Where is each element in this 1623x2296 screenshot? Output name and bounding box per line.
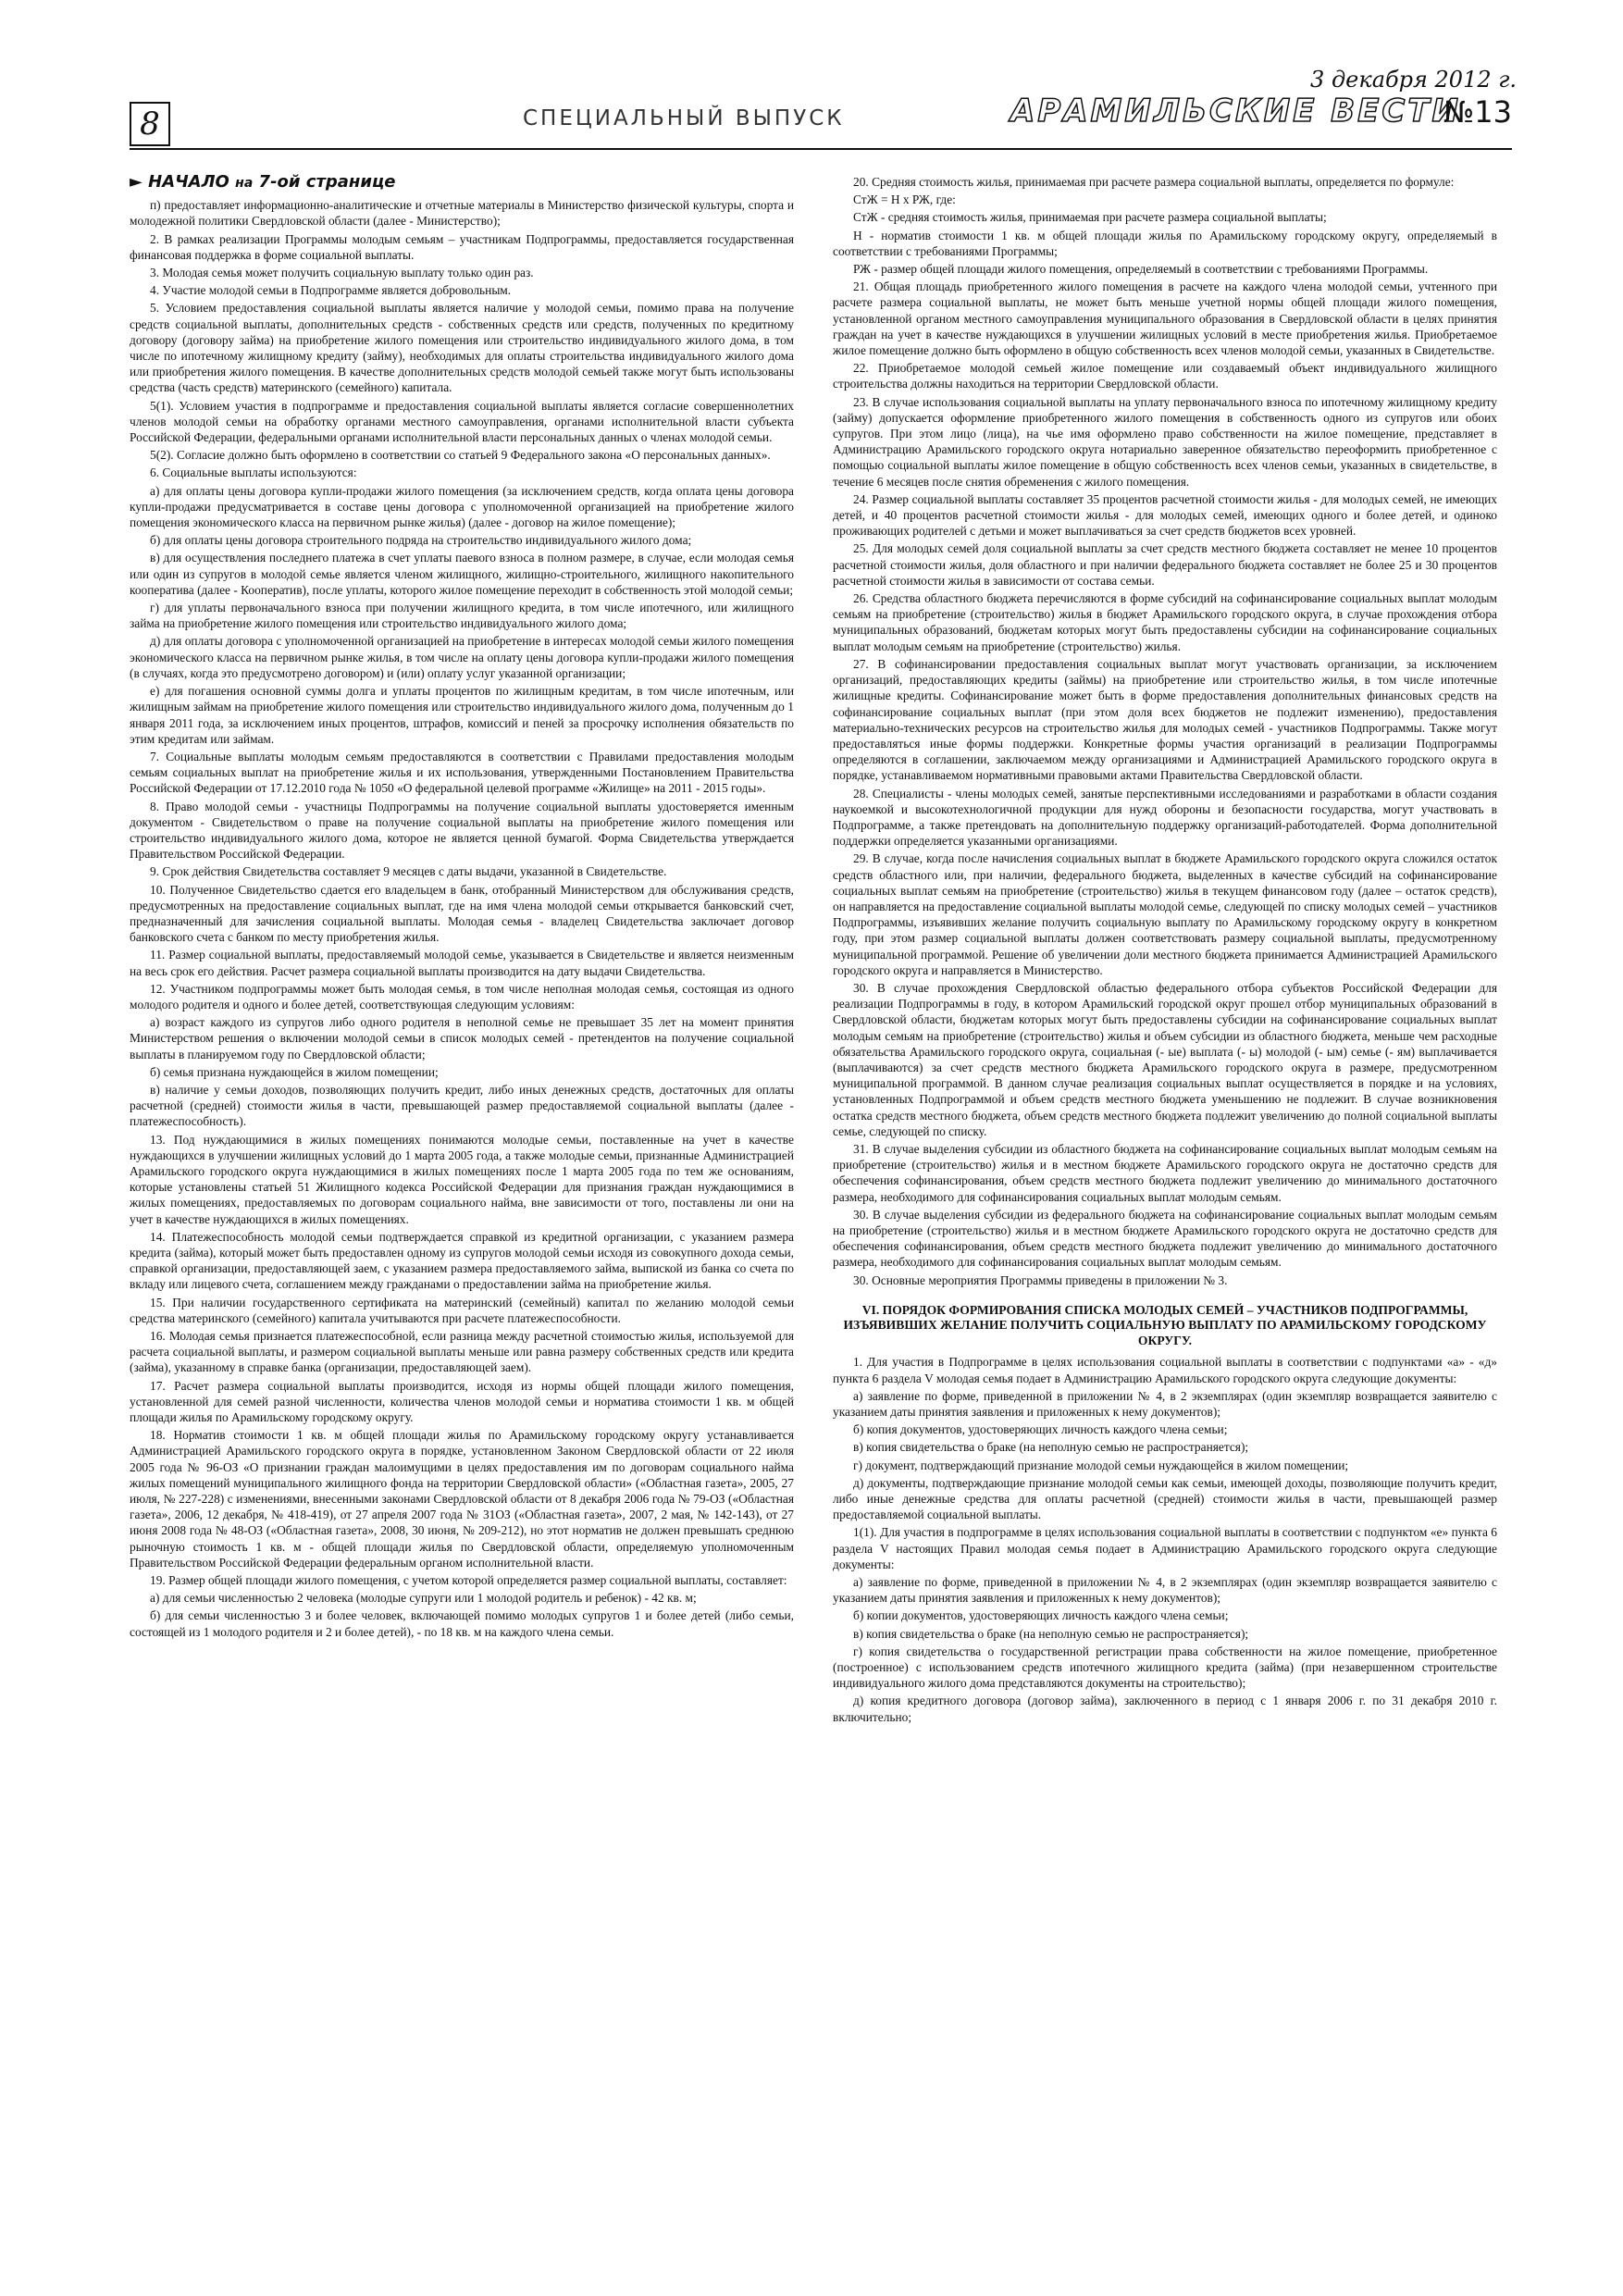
section-paragraphs bbox=[833, 1354, 1497, 1724]
paragraph: 27. В софинансировании предоставления социальных выплат могут участвовать организации, за исключением организаций, предоставляющих кредиты (займы) на приобретение или строительство жилья, в том числе ипотечные жилищные кредиты. Софинансирование может быть в форме предоставления дополнительных финансовых средств на софинансирование социальных выплат (при этом доля всех бюджетов не подлежит изменению), предоставления материально-технических ресурсов на строительство жилья для молодых семей - участников Подпрограммы. Также могут предоставляться иные формы поддержки. Конкретные формы участия организаций в реализации Подпрограммы определяются в соглашении, заключаемом между организациями и Администрацией Арамильского городского округа в порядке, устанавливаемом нормативными правовыми актами Правительства Свердловской области. bbox=[833, 656, 1497, 783]
paragraph: 30. В случае выделения субсидии из федерального бюджета на софинансирование социальных выплат молодым семьям на приобретение (строительство) жилья и в местном бюджете Арамильского городского округа не достаточно средств для обеспечения софинансирования, объем средств местного бюджета подлежит увеличению до минимального достаточного размера, необходимого для софинансирования социальных выплат молодым семьям. bbox=[833, 1207, 1497, 1270]
paragraph: д) для оплаты договора с уполномоченной организацией на приобретение в интересах молодой семьи жилого помещения экономического класса на первичном рынке жилья, в том числе на оплату цены договора купли-продажи жилого помещения (в случаях, когда это предусмотрено договором) и (или) оплату услуг указанной организации; bbox=[130, 634, 794, 680]
newspaper-masthead: АРАМИЛЬСКИЕ ВЕСТИ bbox=[1010, 93, 1461, 130]
paragraph: 30. Основные мероприятия Программы приведены в приложении № 3. bbox=[853, 1272, 1228, 1287]
paragraph: г) документ, подтверждающий признание молодой семьи нуждающейся в жилом помещении; bbox=[853, 1458, 1349, 1472]
paragraph: в) наличие у семьи доходов, позволяющих получить кредит, либо иных денежных средств, достаточных для оплаты расчетной (средней) стоимости жилья в части, превышающей размер предоставляемой социальной выплаты (далее - платежеспособность). bbox=[130, 1082, 794, 1129]
paragraph: д) копия кредитного договора (договор займа), заключенного в период с 1 января 2006 г. по 31 декабря 2010 г. включительно; bbox=[833, 1694, 1497, 1724]
continuation-on: на bbox=[235, 176, 254, 191]
paragraph: а) заявление по форме, приведенной в приложении № 4, в 2 экземплярах (один экземпляр возвращается заявителю с указанием даты принятия заявления и приложенных к нему документов); bbox=[833, 1574, 1497, 1606]
paragraph: 31. В случае выделения субсидии из областного бюджета на софинансирование социальных выплат молодым семьям на приобретение (строительство) жилья и в местном бюджете Арамильского городского округа не достаточно средств для обеспечения софинансирования, объем средств местного бюджета подлежит увеличению до минимального достаточного размера, необходимого для софинансирования социальных выплат молодым семьям. bbox=[833, 1141, 1497, 1204]
paragraph: п) предоставляет информационно-аналитические и отчетные материалы в Министерство физической культуры, спорта и молодежной политики Свердловской области (далее - Министерство); bbox=[130, 198, 794, 229]
paragraph: 4. Участие молодой семьи в Подпрограмме является добровольным. bbox=[150, 283, 512, 298]
continuation-lead: НАЧАЛО bbox=[148, 172, 229, 192]
paragraph: 3. Молодая семья может получить социальную выплату только один раз. bbox=[150, 266, 534, 280]
paragraph: е) для погашения основной суммы долга и уплаты процентов по жилищным кредитам, в том числе ипотечным, или жилищным займам на приобретение жилого помещения или строительство индивидуального жилого дома, полученным до 1 января 2011 года, за исключением иных процентов, штрафов, комиссий и пеней за просрочку исполнения обязательств по этим кредитам или займам. bbox=[130, 684, 794, 746]
paragraph: 18. Норматив стоимости 1 кв. м общей площади жилья по Арамильскому городскому округу устанавливается Администрацией Арамильского городского округа в порядке, установленном Законом Свердловской области от 22 июля 2005 года № 96-ОЗ «О признании граждан малоимущими в целях предоставления им по договорам социального найма жилых помещений муниципального жилищного фонда на территории Свердловской области» («Областная газета», 2005, 27 июля, № 227-228) с изменениями, внесенными законами Свердловской области от 8 декабря 2006 года № 79-ОЗ («Областная газета», 2006, 12 декабря, № 418-419), от 27 апреля 2007 года № 31ОЗ («Областная газета», 2007, 2 мая, № 142-143), от 27 июня 2008 года № 48-ОЗ («Областная газета», 2008, 30 июня, № 209-212), но этот норматив не должен превышать среднюю рыночную стоимость 1 кв. м - общей площади жилья по Свердловской области, определяемую уполномоченным Правительством Российской Федерации федеральным органом исполнительной власти. bbox=[130, 1428, 794, 1570]
left-column bbox=[130, 174, 794, 1642]
paragraph: 29. В случае, когда после начисления социальных выплат в бюджете Арамильского городского округа сложился остаток средств областного или, при наличии, федерального бюджета, выделенных в качестве субсидий на софинансирование социальных выплат семьям на приобретение (строительство) жилья в текущем финансовом году (далее – остаток средств), он направляется на предоставление социальной выплаты молодой семье, следующей по списку молодых семей – участников Подпрограммы, изъявивших желание получить социальную выплату по Арамильскому городскому округу в конкретном году, при этом размер социальной выплаты должен соответствовать размеру социальной выплаты, предусмотренному муниципальной программой. Решение об увеличении доли местного бюджета принимается Администрацией Арамильского городского округа и направляется в Министерство. bbox=[833, 851, 1497, 977]
paragraph: СтЖ = Н х РЖ, где: bbox=[853, 192, 956, 207]
paragraph: г) для уплаты первоначального взноса при получении жилищного кредита, в том числе ипотечного, или жилищного займа на приобретение жилого помещения или строительство индивидуального жилого дома; bbox=[130, 601, 794, 631]
issue-date: 3 декабря 2012 г. bbox=[1310, 67, 1517, 93]
paragraph: РЖ - размер общей площади жилого помещения, определяемый в соответствии с требованиями Программы. bbox=[853, 262, 1429, 277]
paragraph: 5. Условием предоставления социальной выплаты является наличие у молодой семьи, помимо права на получение средств социальной выплаты, дополнительных средств - собственных средств или средств, полученных по кредитному договору (договору займа) на приобретение жилого помещения или строительство индивидуального жилого дома, в том числе по ипотечному жилищному кредиту (займу), необходимых для оплаты строительства индивидуального жилого дома или приобретения жилого помещения. В качестве дополнительных средств молодой семьей также могут быть использованы средства (часть средств) материнского (семейного) капитала. bbox=[130, 301, 794, 395]
paragraph: а) заявление по форме, приведенной в приложении № 4, в 2 экземплярах (один экземпляр возвращается заявителю с указанием даты принятия заявления и приложенных к нему документов); bbox=[833, 1388, 1497, 1419]
paragraph: 11. Размер социальной выплаты, предоставляемый молодой семье, указывается в Свидетельстве и является неизменным на весь срок его действия. Расчет размера социальной выплаты производится на дату выдачи Свидетельства. bbox=[130, 948, 794, 978]
paragraph: а) для семьи численностью 2 человека (молодые супруги или 1 молодой родитель и ребенок) - 42 кв. м; bbox=[150, 1591, 697, 1606]
paragraph: 17. Расчет размера социальной выплаты производится, исходя из нормы общей площади жилого помещения, установленной для семей разной численности, количества членов молодой семьи и норматива стоимости 1 кв. м общей площади жилья по Арамильскому городскому округу. bbox=[130, 1378, 794, 1425]
paragraph: б) для семьи численностью 3 и более человек, включающей помимо молодых супругов 1 и более детей (либо семьи, состоящей из 1 молодого родителя и 2 и более детей), - по 18 кв. м на каждого члена семьи. bbox=[130, 1608, 794, 1639]
paragraph: СтЖ - средняя стоимость жилья, принимаемая при расчете размера социальной выплаты; bbox=[853, 210, 1327, 225]
right-column-paragraphs bbox=[833, 174, 1497, 1288]
paragraph: 2. В рамках реализации Программы молодым семьям – участникам Подпрограммы, предоставляется государственная финансовая поддержка в форме социальной выплаты. bbox=[130, 231, 794, 262]
paragraph: в) копия свидетельства о браке (на неполную семью не распространяется); bbox=[853, 1626, 1249, 1641]
paragraph: в) для осуществления последнего платежа в счет уплаты паевого взноса в полном размере, в случае, если молодая семья или один из супругов в молодой семье является членом жилищного, жилищно-строительного, жилищного накопительного кооператива (далее - Кооператив), после уплаты, которого жилое помещение переходит в собственность этой молодой семьи; bbox=[130, 551, 794, 597]
paragraph: 5(1). Условием участия в подпрограмме и предоставления социальной выплаты является согласие совершеннолетних членов молодой семьи на обработку органами местного самоуправления, органами исполнительной власти субъекта Российской Федерации, федеральными органами исполнительной власти персональных данных о членах молодой семьи. bbox=[130, 398, 794, 445]
page-number: 8 bbox=[130, 102, 170, 146]
paragraph: д) документы, подтверждающие признание молодой семьи как семьи, имеющей доходы, позволяющие получить кредит, либо иные денежные средства для оплаты расчетной (средней) стоимости жилья в части, превышающей размер предоставляемой социальной выплаты. bbox=[833, 1475, 1497, 1522]
paragraph: 5(2). Согласие должно быть оформлено в соответствии со статьей 9 Федерального закона «О персональных данных». bbox=[150, 448, 771, 463]
paragraph: 8. Право молодой семьи - участницы Подпрограммы на получение социальной выплаты удостоверяется именным документом - Свидетельством о праве на получение социальной выплаты на приобретение жилого помещения или строительство индивидуального жилого дома, которое не является ценной бумагой. Форма Свидетельства утверждается Правительством Российской Федерации. bbox=[130, 799, 794, 862]
right-column bbox=[833, 174, 1497, 1727]
paragraph: 25. Для молодых семей доля социальной выплаты за счет средств местного бюджета составляет не менее 10 процентов расчетной стоимости жилья, доля областного и при наличии федерального бюджета составляет не более 25 и 30 процентов расчетной стоимости жилья в зависимости от состава семьи. bbox=[833, 541, 1497, 588]
paragraph: 9. Срок действия Свидетельства составляет 9 месяцев с даты выдачи, указанной в Свидетельстве. bbox=[150, 864, 667, 879]
paragraph: 26. Средства областного бюджета перечисляются в форме субсидий на софинансирование социальных выплат молодым семьям на приобретение (строительство) жилья в бюджет Арамильского городского округа, в случае прохождения отбора муниципальных образований, бюджетам которых могут быть предоставлены субсидии на софинансирование социальных выплат молодым семьям на приобретение (строительство) жилья. bbox=[833, 591, 1497, 653]
paragraph: 30. В случае прохождения Свердловской областью федерального отбора субъектов Российской Федерации для реализации Подпрограммы в году, в котором Арамильский городской округ прошел отбор муниципальных образований в Свердловской области, бюджетам которых могут быть предоставлены субсидии на софинансирование социальных выплат молодым семьям на приобретение (строительство) жилья и объем субсидии из областного бюджета, меньше чем расходные обязательства Арамильского городского округа, социальная (- ые) выплата (- ы) молодой (- ым) семье (- ям) выплачивается (выплачиваются) за счет средств местного бюджета Арамильского городского округа в размере, предусмотренном муниципальной программой. В данном случае реализация социальных выплат осуществляется в порядке и на условиях, установленных Подпрограммой и объем средств местного бюджета уменьшению не подлежит. В случае возникновения остатка средств местного бюджета, объем средств местного бюджета подлежит увеличению до полной социальной выплаты семье, следующей по списку. bbox=[833, 980, 1497, 1138]
paragraph: 14. Платежеспособность молодой семьи подтверждается справкой из кредитной организации, с указанием размера кредита (займа), который может быть предоставлен одному из супругов молодой семьи исходя из совокупного дохода семьи, справкой организации, предоставляющей заем, с указанием размера предоставляемого займа, выпиской из банка со счета по вкладу или лицевого счета, соглашением между гражданами о предоставлении займа на приобретение жилья. bbox=[130, 1229, 794, 1292]
paragraph: 28. Специалисты - члены молодых семей, занятые перспективными исследованиями и разработками в области создания наукоемкой и высокотехнологичной продукции для нужд обороны и безопасности государства, могут участвовать в Подпрограмме, а также претендовать на дополнительную поддержку организаций-работодателей. Форма дополнительной поддержки определяется указанными организациями. bbox=[833, 786, 1497, 849]
paragraph: 15. При наличии государственного сертификата на материнский (семейный) капитал по желанию молодой семьи средства материнского (семейного) капитала учитываются при расчете платежеспособности. bbox=[130, 1295, 794, 1325]
paragraph: 21. Общая площадь приобретенного жилого помещения в расчете на каждого члена молодой семьи, учтенного при расчете размера социальной выплаты, не может быть меньше учетной нормы общей площади жилого помещения, установленной органом местного самоуправления муниципального образования в Свердловской области в целях принятия граждан на учет в качестве нуждающихся в улучшении жилищных условий в месте приобретения жилья. Приобретаемое жилое помещение должно быть оформлено в общую собственность всех членов молодой семьи, указанных в Свидетельстве. bbox=[833, 279, 1497, 358]
paragraph: а) возраст каждого из супругов либо одного родителя в неполной семье не превышает 35 лет на момент принятия Министерством решения о включении молодой семьи в список молодых семей - претендентов на получение социальной выплаты в планируемом году по Свердловской области; bbox=[130, 1015, 794, 1061]
paragraph: б) для оплаты цены договора строительного подряда на строительство индивидуального жилого дома; bbox=[150, 533, 692, 548]
paragraph: 20. Средняя стоимость жилья, принимаемая при расчете размера социальной выплаты, определяется по формуле: bbox=[853, 175, 1455, 189]
paragraph: 12. Участником подпрограммы может быть молодая семья, в том числе неполная молодая семья, состоящая из одного молодого родителя и одного и более детей, соответствующая следующим условиям: bbox=[130, 981, 794, 1011]
left-column-paragraphs bbox=[130, 197, 794, 1640]
paragraph: 22. Приобретаемое молодой семьей жилое помещение или создаваемый объект индивидуального жилищного строительства должны находиться на территории Свердловской области. bbox=[833, 361, 1497, 391]
section-title: VI. ПОРЯДОК ФОРМИРОВАНИЯ СПИСКА МОЛОДЫХ СЕМЕЙ – УЧАСТНИКОВ ПОДПРОГРАММЫ, ИЗЪЯВИВШИХ ЖЕЛАНИЕ ПОЛУЧИТЬ СОЦИАЛЬНУЮ ВЫПЛАТУ ПО АРАМИЛЬСКОМУ ГОРОДСКОМУ ОКРУГУ. bbox=[843, 1302, 1487, 1347]
paragraph: 7. Социальные выплаты молодым семьям предоставляются в соответствии с Правилами предоставления молодым семьям социальных выплат на приобретение жилья и их использования, утвержденными Постановлением Правительства Российской Федерации от 17.12.2010 года № 1050 «О федеральной целевой программе «Жилище» на 2011 - 2015 годы». bbox=[130, 749, 794, 796]
paragraph: 24. Размер социальной выплаты составляет 35 процентов расчетной стоимости жилья - для молодых семей, не имеющих детей, и 40 процентов расчетной стоимости жилья - для молодых семей, имеющих одного и более детей, и одиноко проживающих родителей с детьми и может выплачиваться за счет средств бюджетов всех уровней. bbox=[833, 491, 1497, 539]
continuation-page: 7-ой странице bbox=[258, 172, 396, 192]
page-header bbox=[0, 0, 1623, 148]
paragraph: 19. Размер общей площади жилого помещения, с учетом которой определяется размер социальной выплаты, составляет: bbox=[150, 1573, 787, 1588]
paragraph: Н - норматив стоимости 1 кв. м общей площади жилья по Арамильскому городскому округу, определяемый в соответствии с требованиями Программы; bbox=[833, 228, 1497, 258]
paragraph: 1. Для участия в Подпрограмме в целях использования социальной выплаты в соответствии с подпунктами «а» - «д» пункта 6 раздела V молодая семья подает в Администрацию Арамильского городского округа следующие документы: bbox=[833, 1355, 1497, 1385]
paragraph: а) для оплаты цены договора купли-продажи жилого помещения (за исключением средств, когда оплата цены договора купли-продажи предусматривается в составе цены договора с уполномоченной организацией на приобретение жилого помещения экономического класса на первичном рынке жилья) (далее - договор на жилое помещение); bbox=[130, 483, 794, 530]
paragraph: 10. Полученное Свидетельство сдается его владельцем в банк, отобранный Министерством для обслуживания средств, предусмотренных на предоставление социальных выплат, где на имя члена молодой семьи открывается банковский счет, предназначенный для зачисления социальной выплаты. Молодая семья - владелец Свидетельства заключает договор банковского счета с банком по месту приобретения жилья. bbox=[130, 882, 794, 945]
paragraph: 16. Молодая семья признается платежеспособной, если разница между расчетной стоимостью жилья, используемой для расчета социальной выплаты, и размером социальной выплаты меньше или равна размеру собственных средств или кредита (займа), указанному в справке банка (организации, предоставляющей заем). bbox=[130, 1329, 794, 1375]
issue-number: №13 bbox=[1443, 94, 1512, 130]
paragraph: 23. В случае использования социальной выплаты на уплату первоначального взноса по ипотечному жилищному кредиту (займу) допускается оформление приобретенного жилого помещения в собственность одного из супругов или обоих супругов. При этом лицо (лица), на чье имя оформлено право собственности на жилое помещение, представляет в Администрацию Арамильского городского округа нотариально заверенное обязательство переоформить приобретенное с помощью социальной выплаты жилое помещение в общую собственность всех членов семьи, указанных в свидетельстве, в течение 6 месяцев после снятия обременения с жилого помещения. bbox=[833, 394, 1497, 489]
paragraph: 1(1). Для участия в подпрограмме в целях использования социальной выплаты в соответствии с подпунктом «е» пункта 6 раздела V настоящих Правил молодая семья подает в Администрацию Арамильского городского округа следующие документы: bbox=[833, 1525, 1497, 1571]
paragraph: 6. Социальные выплаты используются: bbox=[150, 465, 357, 480]
paragraph: б) семья признана нуждающейся в жилом помещении; bbox=[150, 1064, 439, 1079]
arrow-right-icon: ► bbox=[130, 172, 142, 192]
issue-type: СПЕЦИАЛЬНЫЙ ВЫПУСК bbox=[523, 106, 845, 130]
paragraph: г) копия свидетельства о государственной регистрации права собственности на жилое помещение, приобретенное (построенное) с использованием средств ипотечного жилищного кредита (займа) (при незавершенном строительстве индивидуального жилого дома представляются документы на строительство); bbox=[833, 1644, 1497, 1691]
continuation-note bbox=[130, 174, 794, 192]
header-divider bbox=[130, 148, 1512, 150]
paragraph: 13. Под нуждающимися в жилых помещениях понимаются молодые семьи, поставленные на учет в качестве нуждающихся в улучшении жилищных условий до 1 марта 2005 года, а также молодые семьи, признанные Администрацией Арамильского городского округа нуждающимися в жилых помещениях после 1 марта 2005 года по тем же основаниям, которые установлены статьей 51 Жилищного кодекса Российской Федерации для признания граждан нуждающимися в жилых помещениях, предоставляемых по договорам социального найма, вне зависимости от того, поставлены ли они на учет в качестве нуждающихся в жилых помещениях. bbox=[130, 1132, 794, 1226]
paragraph: б) копия документов, удостоверяющих личность каждого члена семьи; bbox=[853, 1422, 1228, 1437]
paragraph: в) копия свидетельства о браке (на неполную семью не распространяется); bbox=[853, 1440, 1249, 1455]
paragraph: б) копии документов, удостоверяющих личность каждого члена семьи; bbox=[853, 1608, 1229, 1623]
